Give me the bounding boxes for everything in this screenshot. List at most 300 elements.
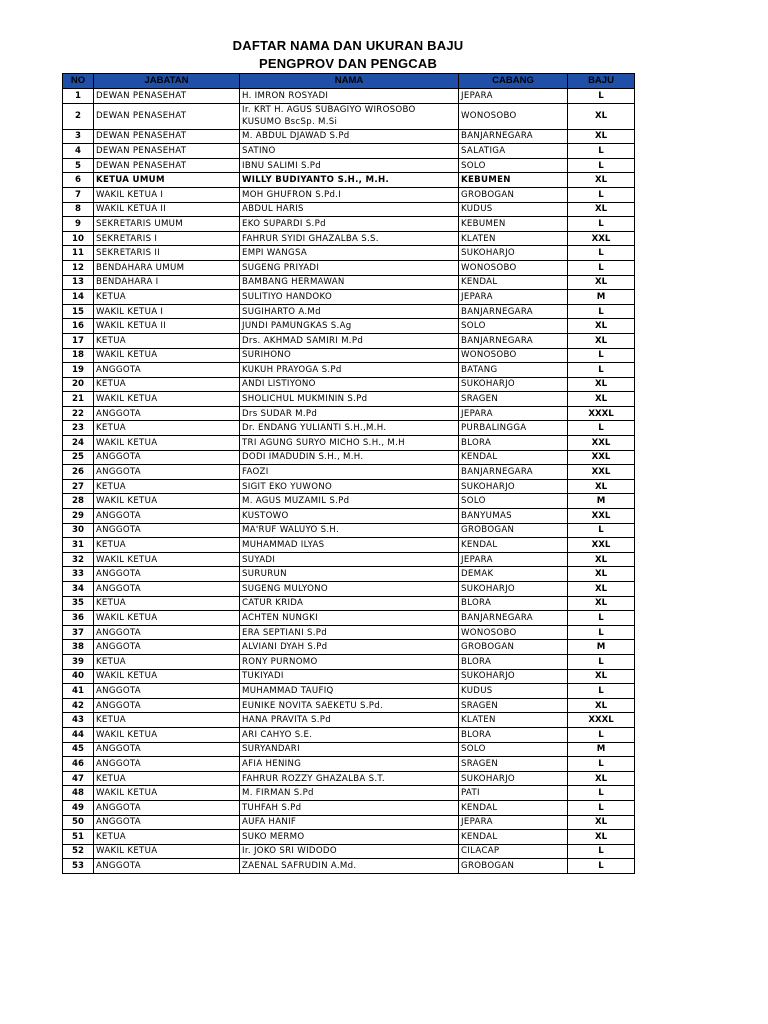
cell-no: 22 bbox=[63, 406, 94, 421]
cell-cabang: JEPARA bbox=[459, 815, 568, 830]
table-row bbox=[63, 786, 635, 801]
cell-baju: L bbox=[568, 304, 635, 319]
cell-cabang: SOLO bbox=[459, 319, 568, 334]
cell-jabatan: KETUA UMUM bbox=[94, 173, 240, 188]
table-row bbox=[63, 144, 635, 159]
cell-baju: L bbox=[568, 158, 635, 173]
table-row bbox=[63, 800, 635, 815]
cell-jabatan: ANGGOTA bbox=[94, 742, 240, 757]
cell-cabang: SRAGEN bbox=[459, 392, 568, 407]
cell-baju: M bbox=[568, 290, 635, 305]
cell-cabang: KEBUMEN bbox=[459, 173, 568, 188]
table-row bbox=[63, 246, 635, 261]
column-header-cabang: CABANG bbox=[459, 74, 568, 89]
cell-jabatan: ANGGOTA bbox=[94, 465, 240, 480]
cell-nama: IBNU SALIMI S.Pd bbox=[240, 158, 459, 173]
cell-cabang: JEPARA bbox=[459, 406, 568, 421]
cell-nama: SUKO MERMO bbox=[240, 830, 459, 845]
cell-cabang: KENDAL bbox=[459, 538, 568, 553]
cell-cabang: SUKOHARJO bbox=[459, 771, 568, 786]
table-row bbox=[63, 815, 635, 830]
cell-cabang: BANJARNEGARA bbox=[459, 333, 568, 348]
cell-no: 33 bbox=[63, 567, 94, 582]
cell-no: 49 bbox=[63, 800, 94, 815]
cell-cabang: KENDAL bbox=[459, 800, 568, 815]
cell-cabang: BANJARNEGARA bbox=[459, 129, 568, 144]
cell-no: 11 bbox=[63, 246, 94, 261]
cell-no: 20 bbox=[63, 377, 94, 392]
cell-no: 32 bbox=[63, 552, 94, 567]
cell-cabang: PURBALINGGA bbox=[459, 421, 568, 436]
cell-nama: BAMBANG HERMAWAN bbox=[240, 275, 459, 290]
cell-cabang: SOLO bbox=[459, 742, 568, 757]
table-row bbox=[63, 742, 635, 757]
cell-baju: XL bbox=[568, 103, 635, 129]
cell-jabatan: WAKIL KETUA I bbox=[94, 304, 240, 319]
cell-nama: M. FIRMAN S.Pd bbox=[240, 786, 459, 801]
cell-cabang: BANJARNEGARA bbox=[459, 304, 568, 319]
cell-jabatan: ANGGOTA bbox=[94, 684, 240, 699]
cell-cabang: BLORA bbox=[459, 596, 568, 611]
cell-baju: M bbox=[568, 494, 635, 509]
cell-nama: HANA PRAVITA S.Pd bbox=[240, 713, 459, 728]
cell-jabatan: SEKRETARIS UMUM bbox=[94, 217, 240, 232]
cell-jabatan: BENDAHARA I bbox=[94, 275, 240, 290]
cell-no: 3 bbox=[63, 129, 94, 144]
cell-no: 37 bbox=[63, 625, 94, 640]
table-row bbox=[63, 129, 635, 144]
cell-nama: SUGENG MULYONO bbox=[240, 582, 459, 597]
cell-cabang: BANJARNEGARA bbox=[459, 611, 568, 626]
cell-baju: XXL bbox=[568, 231, 635, 246]
cell-baju: M bbox=[568, 742, 635, 757]
cell-cabang: KUDUS bbox=[459, 684, 568, 699]
cell-cabang: GROBOGAN bbox=[459, 640, 568, 655]
cell-baju: XL bbox=[568, 173, 635, 188]
cell-jabatan: ANGGOTA bbox=[94, 815, 240, 830]
table-row bbox=[63, 158, 635, 173]
table-row bbox=[63, 552, 635, 567]
cell-no: 14 bbox=[63, 290, 94, 305]
cell-nama: TUHFAH S.Pd bbox=[240, 800, 459, 815]
table-row bbox=[63, 538, 635, 553]
table-row bbox=[63, 684, 635, 699]
cell-baju: L bbox=[568, 260, 635, 275]
cell-jabatan: KETUA bbox=[94, 771, 240, 786]
cell-jabatan: WAKIL KETUA bbox=[94, 348, 240, 363]
cell-jabatan: KETUA bbox=[94, 596, 240, 611]
cell-jabatan: KETUA bbox=[94, 333, 240, 348]
table-row bbox=[63, 406, 635, 421]
cell-baju: XL bbox=[568, 815, 635, 830]
cell-nama: M. AGUS MUZAMIL S.Pd bbox=[240, 494, 459, 509]
table-row bbox=[63, 844, 635, 859]
cell-nama: SHOLICHUL MUKMININ S.Pd bbox=[240, 392, 459, 407]
cell-nama: SUYADI bbox=[240, 552, 459, 567]
cell-nama: KUSTOWO bbox=[240, 509, 459, 524]
cell-nama: JUNDI PAMUNGKAS S.Ag bbox=[240, 319, 459, 334]
table-row bbox=[63, 654, 635, 669]
table-row bbox=[63, 757, 635, 772]
cell-cabang: KLATEN bbox=[459, 231, 568, 246]
cell-cabang: WONOSOBO bbox=[459, 103, 568, 129]
cell-nama: ACHTEN NUNGKI bbox=[240, 611, 459, 626]
cell-nama: Drs SUDAR M.Pd bbox=[240, 406, 459, 421]
cell-jabatan: WAKIL KETUA II bbox=[94, 202, 240, 217]
cell-no: 50 bbox=[63, 815, 94, 830]
cell-no: 35 bbox=[63, 596, 94, 611]
cell-cabang: SRAGEN bbox=[459, 757, 568, 772]
cell-cabang: CILACAP bbox=[459, 844, 568, 859]
cell-nama: MOH GHUFRON S.Pd.I bbox=[240, 187, 459, 202]
cell-nama: SUGENG PRIYADI bbox=[240, 260, 459, 275]
cell-cabang: GROBOGAN bbox=[459, 523, 568, 538]
table-row bbox=[63, 333, 635, 348]
cell-baju: XL bbox=[568, 275, 635, 290]
cell-jabatan: DEWAN PENASEHAT bbox=[94, 129, 240, 144]
cell-cabang: DEMAK bbox=[459, 567, 568, 582]
table-row bbox=[63, 348, 635, 363]
table-row bbox=[63, 377, 635, 392]
table-header-row bbox=[63, 74, 635, 89]
cell-baju: L bbox=[568, 217, 635, 232]
cell-nama: ABDUL HARIS bbox=[240, 202, 459, 217]
cell-cabang: WONOSOBO bbox=[459, 260, 568, 275]
cell-nama: SATINO bbox=[240, 144, 459, 159]
table-row bbox=[63, 479, 635, 494]
table-row bbox=[63, 611, 635, 626]
cell-nama: AFIA HENING bbox=[240, 757, 459, 772]
cell-no: 2 bbox=[63, 103, 94, 129]
cell-no: 51 bbox=[63, 830, 94, 845]
cell-no: 29 bbox=[63, 509, 94, 524]
cell-jabatan: WAKIL KETUA bbox=[94, 392, 240, 407]
cell-no: 13 bbox=[63, 275, 94, 290]
cell-jabatan: ANGGOTA bbox=[94, 582, 240, 597]
cell-jabatan: ANGGOTA bbox=[94, 859, 240, 874]
cell-nama: SURURUN bbox=[240, 567, 459, 582]
cell-baju: L bbox=[568, 844, 635, 859]
cell-no: 40 bbox=[63, 669, 94, 684]
table-row bbox=[63, 304, 635, 319]
cell-no: 4 bbox=[63, 144, 94, 159]
cell-nama: AUFA HANIF bbox=[240, 815, 459, 830]
cell-cabang: SUKOHARJO bbox=[459, 377, 568, 392]
table-row bbox=[63, 187, 635, 202]
cell-baju: L bbox=[568, 348, 635, 363]
cell-baju: XL bbox=[568, 596, 635, 611]
table-row bbox=[63, 275, 635, 290]
table-row bbox=[63, 713, 635, 728]
cell-jabatan: DEWAN PENASEHAT bbox=[94, 158, 240, 173]
cell-no: 26 bbox=[63, 465, 94, 480]
cell-jabatan: WAKIL KETUA bbox=[94, 669, 240, 684]
cell-cabang: KLATEN bbox=[459, 713, 568, 728]
table-row bbox=[63, 260, 635, 275]
table-row bbox=[63, 698, 635, 713]
cell-no: 45 bbox=[63, 742, 94, 757]
cell-cabang: PATI bbox=[459, 786, 568, 801]
cell-no: 38 bbox=[63, 640, 94, 655]
cell-baju: XXL bbox=[568, 465, 635, 480]
cell-baju: XL bbox=[568, 129, 635, 144]
cell-no: 7 bbox=[63, 187, 94, 202]
table-row bbox=[63, 596, 635, 611]
cell-no: 34 bbox=[63, 582, 94, 597]
table-row bbox=[63, 465, 635, 480]
cell-nama: TRI AGUNG SURYO MICHO S.H., M.H bbox=[240, 436, 459, 451]
table-row bbox=[63, 582, 635, 597]
table-row bbox=[63, 202, 635, 217]
cell-no: 31 bbox=[63, 538, 94, 553]
cell-no: 16 bbox=[63, 319, 94, 334]
cell-baju: XL bbox=[568, 582, 635, 597]
cell-nama: Dr. ENDANG YULIANTI S.H.,M.H. bbox=[240, 421, 459, 436]
cell-no: 48 bbox=[63, 786, 94, 801]
table-row bbox=[63, 727, 635, 742]
cell-jabatan: KETUA bbox=[94, 290, 240, 305]
cell-baju: L bbox=[568, 859, 635, 874]
cell-nama: CATUR KRIDA bbox=[240, 596, 459, 611]
cell-jabatan: WAKIL KETUA bbox=[94, 494, 240, 509]
member-table bbox=[62, 73, 635, 874]
cell-nama: SURIHONO bbox=[240, 348, 459, 363]
cell-cabang: SOLO bbox=[459, 494, 568, 509]
cell-nama: ZAENAL SAFRUDIN A.Md. bbox=[240, 859, 459, 874]
cell-jabatan: KETUA bbox=[94, 830, 240, 845]
cell-baju: XXXL bbox=[568, 713, 635, 728]
cell-nama: RONY PURNOMO bbox=[240, 654, 459, 669]
cell-baju: XXXL bbox=[568, 406, 635, 421]
cell-baju: L bbox=[568, 654, 635, 669]
cell-baju: L bbox=[568, 611, 635, 626]
cell-jabatan: KETUA bbox=[94, 713, 240, 728]
cell-nama: WILLY BUDIYANTO S.H., M.H. bbox=[240, 173, 459, 188]
cell-nama: Drs. AKHMAD SAMIRI M.Pd bbox=[240, 333, 459, 348]
table-row bbox=[63, 89, 635, 104]
cell-no: 5 bbox=[63, 158, 94, 173]
table-row bbox=[63, 450, 635, 465]
cell-baju: L bbox=[568, 625, 635, 640]
cell-cabang: SRAGEN bbox=[459, 698, 568, 713]
cell-baju: L bbox=[568, 757, 635, 772]
cell-nama: SUGIHARTO A.Md bbox=[240, 304, 459, 319]
table-body bbox=[63, 89, 635, 874]
column-header-nama: NAMA bbox=[240, 74, 459, 89]
cell-baju: L bbox=[568, 421, 635, 436]
cell-nama: ARI CAHYO S.E. bbox=[240, 727, 459, 742]
cell-jabatan: BENDAHARA UMUM bbox=[94, 260, 240, 275]
cell-baju: L bbox=[568, 727, 635, 742]
cell-cabang: SALATIGA bbox=[459, 144, 568, 159]
cell-cabang: SUKOHARJO bbox=[459, 246, 568, 261]
document-title: DAFTAR NAMA DAN UKURAN BAJU bbox=[232, 38, 464, 53]
cell-no: 36 bbox=[63, 611, 94, 626]
cell-baju: XL bbox=[568, 392, 635, 407]
cell-jabatan: ANGGOTA bbox=[94, 523, 240, 538]
cell-nama: KUKUH PRAYOGA S.Pd bbox=[240, 363, 459, 378]
table-row bbox=[63, 625, 635, 640]
cell-nama: SULITIYO HANDOKO bbox=[240, 290, 459, 305]
cell-cabang: BLORA bbox=[459, 654, 568, 669]
cell-cabang: KEBUMEN bbox=[459, 217, 568, 232]
cell-jabatan: ANGGOTA bbox=[94, 800, 240, 815]
cell-baju: XXL bbox=[568, 538, 635, 553]
cell-cabang: SUKOHARJO bbox=[459, 669, 568, 684]
table-row bbox=[63, 830, 635, 845]
cell-nama: ANDI LISTIYONO bbox=[240, 377, 459, 392]
cell-no: 47 bbox=[63, 771, 94, 786]
cell-no: 44 bbox=[63, 727, 94, 742]
cell-no: 43 bbox=[63, 713, 94, 728]
cell-nama: EKO SUPARDI S.Pd bbox=[240, 217, 459, 232]
cell-cabang: GROBOGAN bbox=[459, 859, 568, 874]
cell-nama: FAHRUR ROZZY GHAZALBA S.T. bbox=[240, 771, 459, 786]
cell-cabang: BANYUMAS bbox=[459, 509, 568, 524]
cell-jabatan: ANGGOTA bbox=[94, 450, 240, 465]
cell-no: 9 bbox=[63, 217, 94, 232]
cell-jabatan: WAKIL KETUA bbox=[94, 436, 240, 451]
table-row bbox=[63, 771, 635, 786]
cell-jabatan: KETUA bbox=[94, 479, 240, 494]
cell-cabang: BANJARNEGARA bbox=[459, 465, 568, 480]
table-row bbox=[63, 392, 635, 407]
cell-jabatan: WAKIL KETUA I bbox=[94, 187, 240, 202]
cell-no: 42 bbox=[63, 698, 94, 713]
cell-cabang: BLORA bbox=[459, 436, 568, 451]
cell-baju: XL bbox=[568, 377, 635, 392]
cell-cabang: KENDAL bbox=[459, 275, 568, 290]
cell-baju: L bbox=[568, 144, 635, 159]
cell-no: 41 bbox=[63, 684, 94, 699]
cell-no: 17 bbox=[63, 333, 94, 348]
cell-jabatan: ANGGOTA bbox=[94, 567, 240, 582]
table-row bbox=[63, 231, 635, 246]
cell-nama: MUHAMMAD ILYAS bbox=[240, 538, 459, 553]
cell-jabatan: ANGGOTA bbox=[94, 640, 240, 655]
column-header-jabatan: JABATAN bbox=[94, 74, 240, 89]
table-row bbox=[63, 173, 635, 188]
cell-jabatan: ANGGOTA bbox=[94, 625, 240, 640]
cell-no: 46 bbox=[63, 757, 94, 772]
cell-jabatan: WAKIL KETUA bbox=[94, 786, 240, 801]
cell-baju: M bbox=[568, 640, 635, 655]
cell-jabatan: WAKIL KETUA bbox=[94, 844, 240, 859]
cell-cabang: SUKOHARJO bbox=[459, 582, 568, 597]
table-row bbox=[63, 217, 635, 232]
cell-baju: XL bbox=[568, 771, 635, 786]
cell-cabang: JEPARA bbox=[459, 89, 568, 104]
cell-cabang: SOLO bbox=[459, 158, 568, 173]
cell-baju: XL bbox=[568, 830, 635, 845]
cell-nama: MA'RUF WALUYO S.H. bbox=[240, 523, 459, 538]
cell-baju: XL bbox=[568, 567, 635, 582]
cell-baju: XL bbox=[568, 669, 635, 684]
cell-baju: XL bbox=[568, 333, 635, 348]
cell-baju: L bbox=[568, 187, 635, 202]
table-row bbox=[63, 290, 635, 305]
cell-baju: L bbox=[568, 89, 635, 104]
cell-cabang: BATANG bbox=[459, 363, 568, 378]
cell-baju: XL bbox=[568, 479, 635, 494]
cell-no: 52 bbox=[63, 844, 94, 859]
table-row bbox=[63, 494, 635, 509]
cell-nama: ALVIANI DYAH S.Pd bbox=[240, 640, 459, 655]
cell-baju: L bbox=[568, 800, 635, 815]
table-row bbox=[63, 567, 635, 582]
cell-no: 8 bbox=[63, 202, 94, 217]
table-row bbox=[63, 669, 635, 684]
cell-jabatan: ANGGOTA bbox=[94, 406, 240, 421]
cell-cabang: KENDAL bbox=[459, 450, 568, 465]
cell-nama: Ir. KRT H. AGUS SUBAGIYO WIROSOBO KUSUMO BscSp. M.Si bbox=[240, 103, 459, 129]
cell-baju: L bbox=[568, 246, 635, 261]
cell-no: 28 bbox=[63, 494, 94, 509]
cell-no: 24 bbox=[63, 436, 94, 451]
table-row bbox=[63, 859, 635, 874]
cell-jabatan: ANGGOTA bbox=[94, 757, 240, 772]
cell-baju: L bbox=[568, 523, 635, 538]
cell-no: 1 bbox=[63, 89, 94, 104]
cell-nama: SIGIT EKO YUWONO bbox=[240, 479, 459, 494]
cell-no: 21 bbox=[63, 392, 94, 407]
column-header-baju: BAJU bbox=[568, 74, 635, 89]
cell-jabatan: KETUA bbox=[94, 421, 240, 436]
cell-jabatan: ANGGOTA bbox=[94, 363, 240, 378]
cell-cabang: KUDUS bbox=[459, 202, 568, 217]
cell-nama: SURYANDARI bbox=[240, 742, 459, 757]
cell-cabang: WONOSOBO bbox=[459, 348, 568, 363]
table-row bbox=[63, 640, 635, 655]
cell-jabatan: WAKIL KETUA bbox=[94, 552, 240, 567]
cell-nama: FAHRUR SYIDI GHAZALBA S.S. bbox=[240, 231, 459, 246]
cell-nama: M. ABDUL DJAWAD S.Pd bbox=[240, 129, 459, 144]
cell-jabatan: WAKIL KETUA II bbox=[94, 319, 240, 334]
cell-nama: EUNIKE NOVITA SAEKETU S.Pd. bbox=[240, 698, 459, 713]
cell-jabatan: ANGGOTA bbox=[94, 509, 240, 524]
cell-jabatan: DEWAN PENASEHAT bbox=[94, 89, 240, 104]
table-row bbox=[63, 319, 635, 334]
table-row bbox=[63, 421, 635, 436]
cell-jabatan: DEWAN PENASEHAT bbox=[94, 103, 240, 129]
cell-no: 25 bbox=[63, 450, 94, 465]
cell-cabang: JEPARA bbox=[459, 290, 568, 305]
cell-baju: XL bbox=[568, 202, 635, 217]
cell-jabatan: WAKIL KETUA bbox=[94, 727, 240, 742]
table-row bbox=[63, 436, 635, 451]
cell-jabatan: KETUA bbox=[94, 538, 240, 553]
cell-nama: EMPI WANGSA bbox=[240, 246, 459, 261]
cell-jabatan: DEWAN PENASEHAT bbox=[94, 144, 240, 159]
table-row bbox=[63, 363, 635, 378]
cell-nama: MUHAMMAD TAUFIQ bbox=[240, 684, 459, 699]
cell-nama: FAOZI bbox=[240, 465, 459, 480]
column-header-no: NO bbox=[63, 74, 94, 89]
document-subtitle: PENGPROV DAN PENGCAB bbox=[258, 56, 438, 71]
cell-cabang: BLORA bbox=[459, 727, 568, 742]
cell-baju: L bbox=[568, 786, 635, 801]
cell-no: 12 bbox=[63, 260, 94, 275]
cell-baju: XL bbox=[568, 552, 635, 567]
cell-nama: DODI IMADUDIN S.H., M.H. bbox=[240, 450, 459, 465]
cell-cabang: JEPARA bbox=[459, 552, 568, 567]
cell-jabatan: ANGGOTA bbox=[94, 698, 240, 713]
cell-no: 19 bbox=[63, 363, 94, 378]
cell-nama: TUKIYADI bbox=[240, 669, 459, 684]
cell-no: 53 bbox=[63, 859, 94, 874]
cell-nama: Ir. JOKO SRI WIDODO bbox=[240, 844, 459, 859]
cell-no: 23 bbox=[63, 421, 94, 436]
